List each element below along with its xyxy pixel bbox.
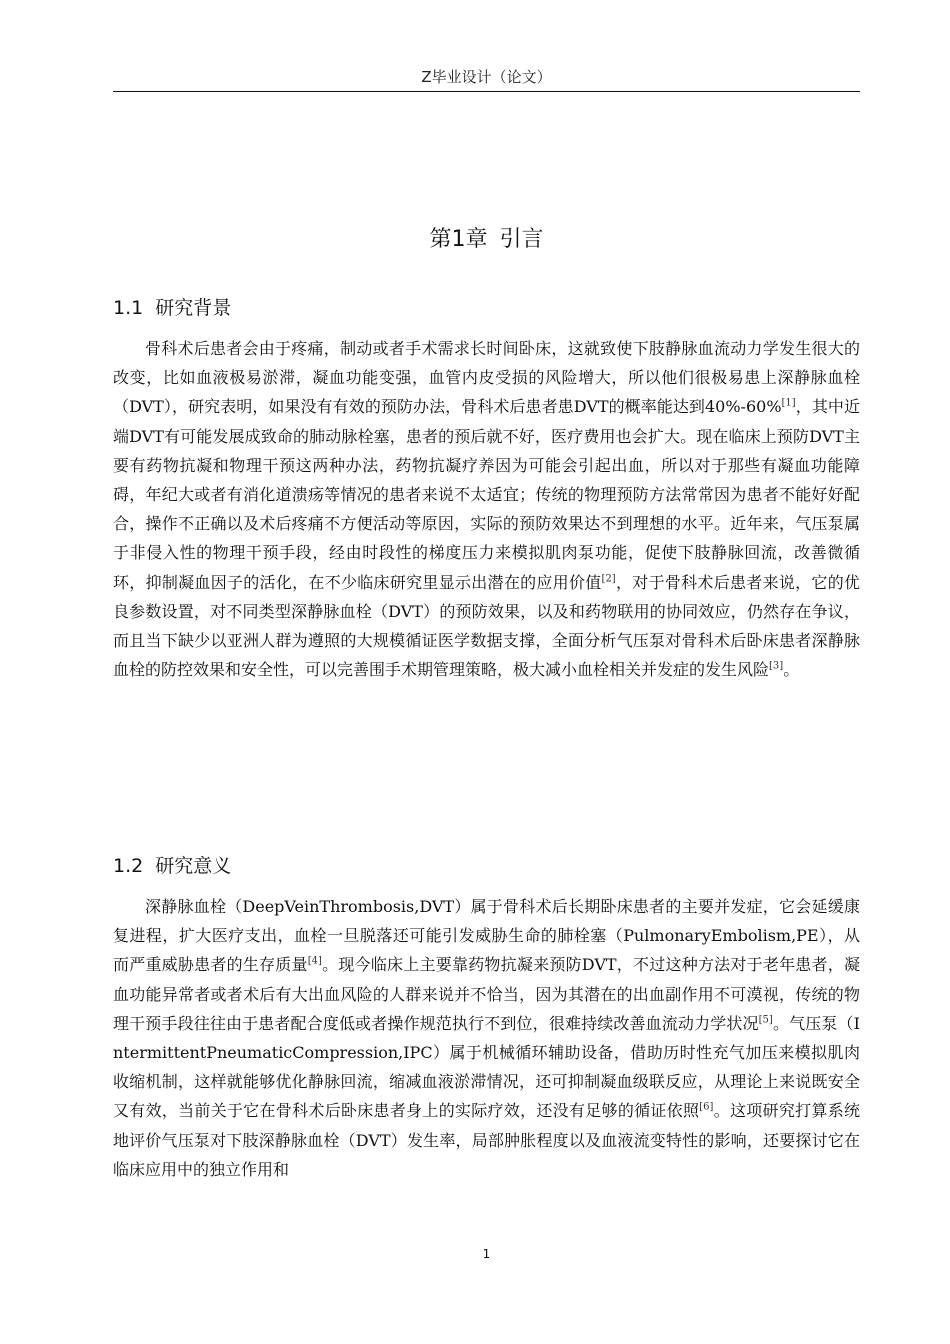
running-header: Z毕业设计（论文） bbox=[421, 68, 552, 86]
section-heading-significance bbox=[113, 851, 231, 878]
text-run: 。气压泵（IntermittentPneumaticCompression,IPC）属于机械循环辅助设备，借助历时性充气加压来模拟肌肉收缩机制，这样就能够优化静脉回流，缩减血液淤滞情况，还可抑制凝血级联反应，从理论上来说既安全又有效，当前关于它在骨科术后卧床患者身上的实际疗效，还没有足够的循证依照 bbox=[113, 1013, 860, 1121]
text-run: ，对于骨科术后患者来说，它的优良参数设置，对不同类型深静脉血栓（DVT）的预防效果，以及和药物联用的协同效应，仍然存在争议，而且当下缺少以亚洲人群为遵照的大规模循证医学数据支撑，全面分析气压泵对骨科术后卧床患者深静脉血栓的防控效果和安全性，可以完善围手术期管理策略，极大减小血栓相关并发症的发生风险 bbox=[113, 572, 860, 680]
section-number: 1.2 bbox=[113, 855, 144, 877]
header-rule bbox=[113, 91, 860, 92]
section-number: 1.1 bbox=[113, 297, 144, 319]
citation: [3] bbox=[769, 660, 784, 672]
text-run: 深静脉血栓（DeepVeinThrombosis,DVT）属于骨科术后长期卧床患者的主要并发症，它会延缓康复进程，扩大医疗支出，血栓一旦脱落还可能引发威胁生命的肺栓塞（PulmonaryEmbolism,PE），从而严重威胁患者的生存质量 bbox=[113, 897, 860, 975]
chapter-number: 第1章 bbox=[429, 227, 488, 252]
text-run: 骨科术后患者会由于疼痛，制动或者手术需求长时间卧床，这就致使下肢静脉血流动力学发生很大的改变，比如血液极易淤滞，凝血功能变强，血管内皮受损的风险增大，所以他们很极易患上深静脉血栓（DVT），研究表明，如果没有有效的预防办法，骨科术后患者患DVT的概率能达到40%-60% bbox=[113, 339, 860, 417]
page-number: 1 bbox=[482, 1247, 491, 1261]
text-run: 。这项研究打算系统地评价气压泵对下肢深静脉血栓（DVT）发生率，局部肿胀程度以及血液流变特性的影响，还要探讨它在临床应用中的独立作用和 bbox=[113, 1101, 860, 1179]
section-title: 研究意义 bbox=[155, 855, 232, 877]
text-run: 。 bbox=[783, 660, 800, 680]
text-run: 。现今临床上主要靠药物抗凝来预防DVT，不过这种方法对于老年患者，凝血功能异常者或者术后有大出血风险的人群来说并不恰当，因为其潜在的出血副作用不可漠视，传统的物理干预手段往往由于患者配合度低或者操作规范执行不到位，很难持续改善血流动力学状况 bbox=[113, 955, 860, 1033]
text-run: ，其中近端DVT有可能发展成致命的肺动脉栓塞，患者的预后就不好，医疗费用也会扩大。现在临床上预防DVT主要有药物抗凝和物理干预这两种办法，药物抗凝疗养因为可能会引起出血，所以对于那些有凝血功能障碍，年纪大或者有消化道溃疡等情况的患者来说不太适宜；传统的物理预防方法常常因为患者不能好好配合，操作不正确以及术后疼痛不方便活动等原因，实际的预防效果达不到理想的水平。近年来，气压泵属于非侵入性的物理干预手段，经由时段性的梯度压力来模拟肌肉泵功能，促使下肢静脉回流，改善微循环，抑制凝血因子的活化，在不少临床研究里显示出潜在的应用价值 bbox=[113, 397, 860, 592]
paragraph-significance bbox=[113, 892, 860, 1184]
citation: [4] bbox=[307, 956, 322, 968]
chapter-name: 引言 bbox=[499, 227, 544, 252]
section-heading-background bbox=[113, 293, 231, 320]
paragraph-background bbox=[113, 334, 860, 684]
citation: [2] bbox=[601, 573, 616, 585]
citation: [1] bbox=[781, 398, 796, 410]
chapter-title bbox=[113, 222, 860, 253]
section-title: 研究背景 bbox=[155, 297, 232, 319]
citation: [5] bbox=[758, 1014, 773, 1026]
citation: [6] bbox=[699, 1102, 714, 1114]
